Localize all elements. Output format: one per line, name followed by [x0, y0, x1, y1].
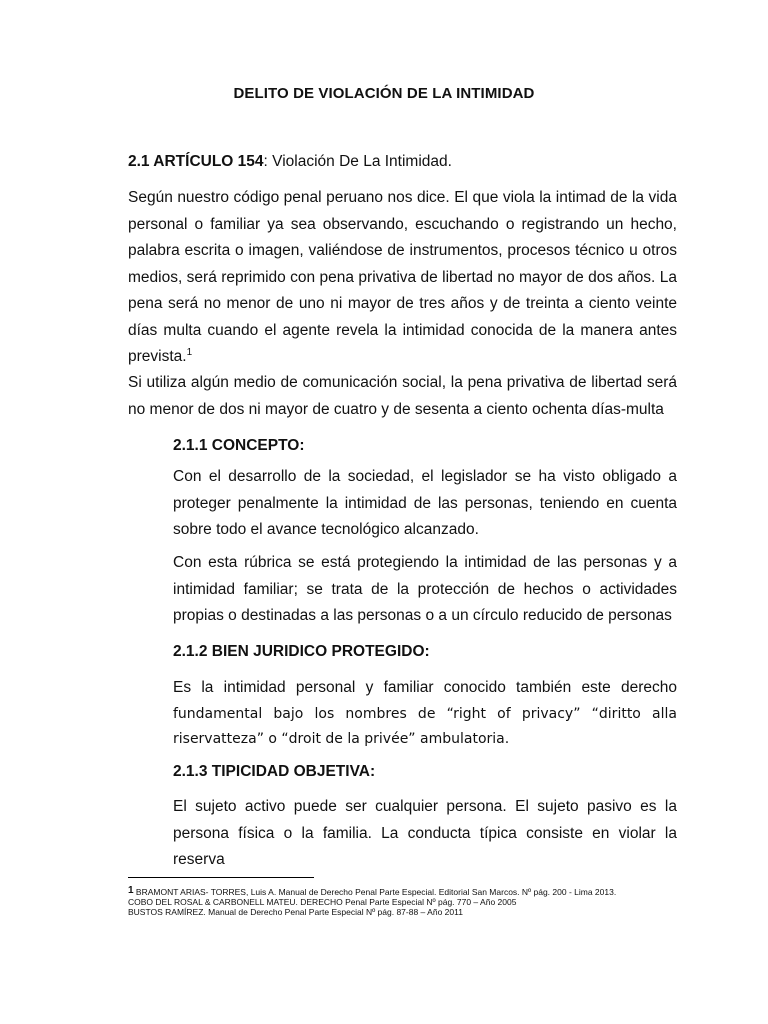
- heading-concepto: 2.1.1 CONCEPTO:: [173, 437, 305, 454]
- heading-bien-juridico: 2.1.2 BIEN JURIDICO PROTEGIDO:: [173, 643, 430, 660]
- heading-tipicidad: 2.1.3 TIPICIDAD OBJETIVA:: [173, 763, 376, 780]
- paragraph-code-body: Según nuestro código penal peruano nos dice. El que viola la intimad de la vida personal o familiar ya sea observando, escuchando o registrando un hecho, palabra escrita o imagen, valiéndose de instrumentos, procesos técnico u otros medios, será reprimido con pena privativa de libertad no mayor de dos años. La pena será no menor de uno ni mayor de tres años y de treinta a ciento veinte días multa cuando el agente revela la intimidad conocida de la manera antes prevista.: [128, 189, 677, 365]
- paragraph-code-text: [128, 185, 677, 371]
- article-heading: [128, 153, 452, 171]
- footnotes: [128, 886, 688, 917]
- paragraph-tipicidad: El sujeto activo puede ser cualquier persona. El sujeto pasivo es la persona física o la familia. La conducta típica consiste en violar la reserva: [173, 798, 677, 868]
- article-name: Violación De La Intimidad.: [267, 153, 452, 170]
- footnote-line-1: [128, 886, 688, 897]
- paragraph-media: Si utiliza algún medio de comunicación social, la pena privativa de libertad será no menor de dos ni mayor de cuatro y de sesenta a ciento ochenta días-multa: [128, 374, 677, 418]
- paragraph-concepto-b: Con esta rúbrica se está protegiendo la intimidad de las personas y a intimidad familiar; se trata de la protección de hechos o actividades propias o destinadas a las personas o a un círculo reducido de personas: [173, 554, 677, 624]
- footnote-ref: 1: [186, 346, 193, 358]
- document-title: DELITO DE VIOLACIÓN DE LA INTIMIDAD: [233, 85, 535, 102]
- article-number: 2.1 ARTÍCULO 154: [128, 153, 264, 170]
- footnote-line-2: COBO DEL ROSAL & CARBONELL MATEU. DERECHO Penal Parte Especial Nº pág. 770 – Año 2005: [128, 897, 517, 907]
- article-separator: :: [263, 153, 268, 170]
- paragraph-bien-juridico-rest: fundamental bajo los nombres de “right of privacy” “diritto alla riservatteza” o “droit de la privée” ambulatoria.: [173, 706, 677, 747]
- footnote-line-3: BUSTOS RAMÍREZ. Manual de Derecho Penal Parte Especial Nº pág. 87-88 – Año 2011: [128, 907, 463, 917]
- footnote-divider: [128, 877, 314, 878]
- paragraph-bien-juridico-start: Es la intimidad personal y familiar conocido también este derecho: [173, 679, 677, 696]
- footnote-mark: 1: [128, 885, 134, 896]
- footnote-text-1: BRAMONT ARIAS- TORRES, Luis A. Manual de Derecho Penal Parte Especial. Editorial San Marcos. Nº pág. 200 - Lima 2013.: [133, 887, 617, 897]
- paragraph-concepto-a: Con el desarrollo de la sociedad, el legislador se ha visto obligado a proteger penalmente la intimidad de las personas, teniendo en cuenta sobre todo el avance tecnológico alcanzado.: [173, 468, 677, 538]
